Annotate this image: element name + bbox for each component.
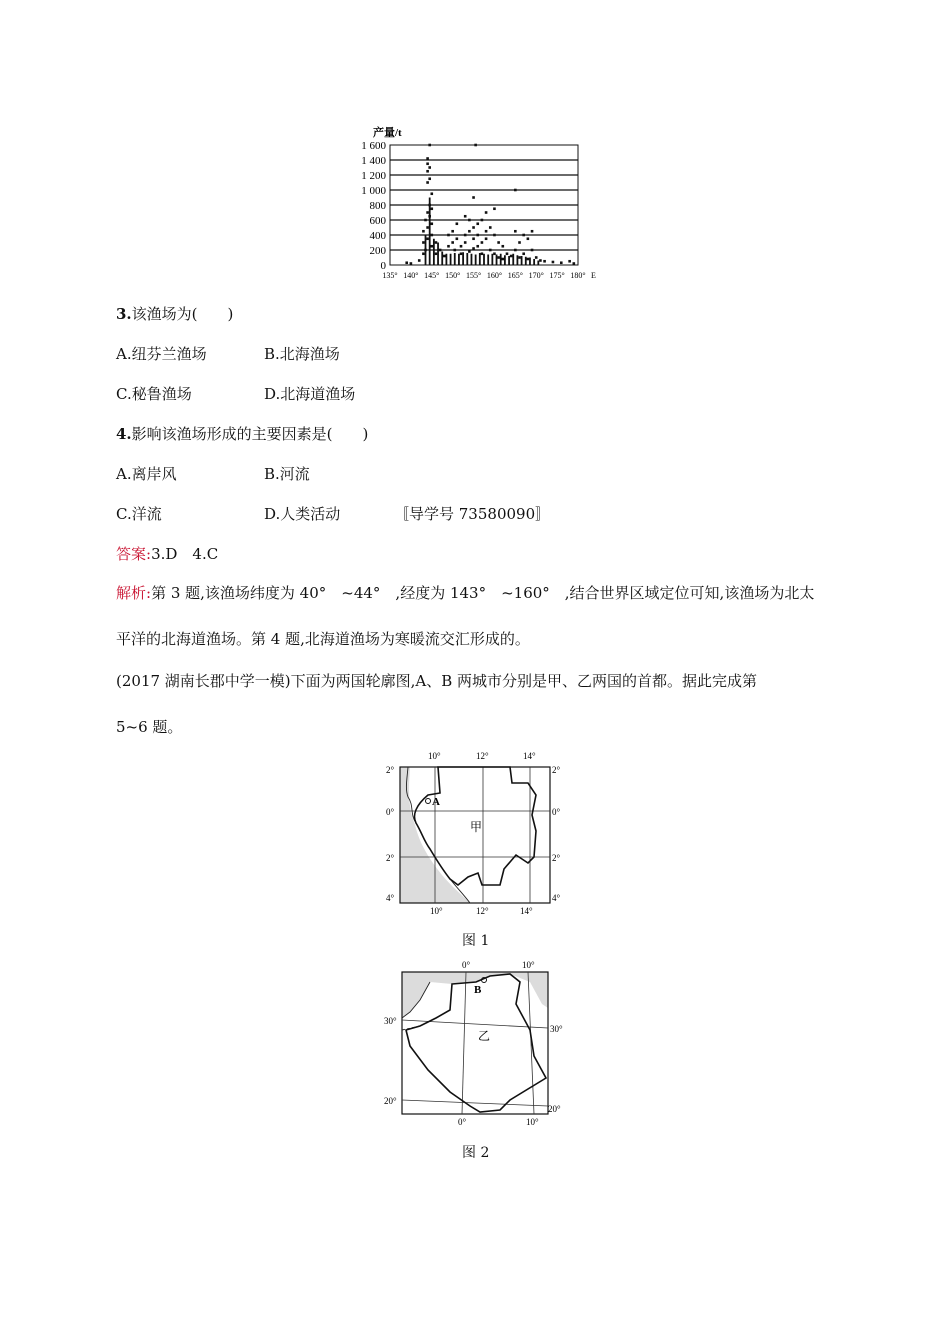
analysis-line-2: 平洋的北海道渔场。第 4 题,北海道渔场为寒暖流交汇形成的。 [116,630,530,648]
chart-point [531,249,534,252]
map-2-country-label: 乙 [478,1029,491,1043]
chart-point [568,260,571,263]
chart-point [539,259,542,262]
chart-point [497,256,500,259]
map-2-lon-label-top-0: 0° [462,960,471,970]
chart-point [476,222,479,225]
answer-line [116,543,218,564]
q4-option-c: C.洋流 [116,505,162,523]
analysis-label: 解析: [116,584,152,602]
chart-point [468,250,471,253]
chart-point [522,252,525,255]
chart-point [464,234,467,237]
chart-point [428,215,431,218]
map-1-lat-label-left-2n: 2° [386,765,395,775]
chart-point [502,258,505,261]
chart-point [451,230,454,233]
chart-point [410,262,413,265]
chart-point [405,261,408,264]
answer-label: 答案: [116,545,152,563]
chart-point [428,144,431,147]
chart-point [560,261,563,264]
chart-point [418,259,421,262]
chart-point [510,255,513,258]
map-1-lat-label-left-0: 0° [386,807,395,817]
chart-point [527,237,530,240]
chart-point [430,245,433,248]
chart-point [531,230,534,233]
chart-point [439,249,442,252]
chart-point [428,204,431,207]
chart-point [430,234,433,237]
chart-point [422,252,425,255]
chart-point [493,207,496,210]
chart-bar [454,253,456,265]
chart-xunit: E [591,271,596,280]
chart-x-tick-label: 180° [570,271,586,280]
chart-point [481,252,484,255]
chart-point [464,215,467,218]
chart-y-tick-label: 600 [369,215,386,227]
map-2-caption: 图 2 [462,1145,490,1161]
map-2-country-yi [380,960,570,1130]
chart-x-tick-label: 155° [465,271,482,280]
q4-option-b: B.河流 [264,465,310,483]
chart-point [497,241,500,244]
chart-point [468,230,471,233]
map-1-lon-label-bottom-12: 12° [476,906,489,915]
chart-point [472,237,475,240]
chart-point [426,211,429,214]
chart-point [451,241,454,244]
chart-point [422,241,425,244]
analysis-line-1 [116,582,814,603]
chart-point [476,234,479,237]
chart-point [468,219,471,222]
map-2-lat-label-right-30: 30° [550,1024,563,1034]
intro-line-2: 5~6 题。 [116,718,183,736]
chart-y-tick-label: 400 [369,230,386,242]
map-1-lat-label-right-4s: 4° [552,893,561,903]
q4-option-a: A.离岸风 [116,465,177,483]
chart-bar [500,254,502,265]
chart-point [447,245,450,248]
chart-x-tick-label: 170° [528,271,544,280]
chart-bar [471,254,473,265]
map-2-lon-label-bottom-10: 10° [526,1117,539,1127]
chart-bar [529,258,531,266]
chart-bar [466,253,468,265]
chart-point [535,256,538,259]
chart-point [426,170,429,173]
chart-point [447,234,450,237]
chart-bar [496,255,498,266]
map-1-lon-label-bottom-10: 10° [430,906,443,915]
chart-x-tick-label: 175° [549,271,565,280]
chart-point [430,207,433,210]
chart-x-tick-label: 140° [403,271,419,280]
map-2-lon-label-top-10: 10° [522,960,535,970]
chart-bar [508,256,510,265]
chart-point [518,241,521,244]
chart-point [435,241,438,244]
chart-point [514,230,517,233]
chart-point [481,219,484,222]
map-1-lon-label-top-14: 14° [523,751,536,761]
chart-point [514,189,517,192]
chart-point [493,234,496,237]
chart-point [456,222,459,225]
chart-point [428,177,431,180]
chart-ylabel: 产量/t [373,127,402,139]
chart-point [453,249,456,252]
chart-point [460,245,463,248]
answer-text: 3.D 4.C [151,545,219,563]
question-4 [116,423,368,444]
chart-bar [533,259,535,265]
chart-x-tick-label: 150° [445,271,461,280]
map-2-lat-label-right-20: 20° [548,1104,561,1114]
chart-point [552,261,555,264]
chart-bar [433,239,435,265]
chart-point [472,196,475,199]
map-1-country-label: 甲 [470,820,483,834]
chart-point [426,162,429,165]
chart-bar [487,255,489,266]
chart-x-tick-label: 165° [507,271,523,280]
chart-x-tick-label: 160° [486,271,503,280]
chart-point [527,258,530,261]
map-2-city-b-label: B [474,984,482,996]
chart-bar [521,256,523,265]
map-1-city-a-marker [426,799,431,804]
chart-point [430,222,433,225]
chart-point [502,245,505,248]
chart-bar [483,254,485,265]
chart-x-tick-label: 135° [382,271,398,280]
map-1-country-jia [380,745,570,915]
chart-point [426,157,429,160]
chart-point [518,256,521,259]
chart-point [514,249,517,252]
chart-bar [429,198,431,266]
chart-bar [437,243,439,266]
question-3-stem: 该渔场为( ) [131,305,234,323]
chart-point [456,237,459,240]
chart-point [424,249,427,252]
map-1-lat-label-right-2n: 2° [552,765,561,775]
map-1-lat-label-left-4s: 4° [386,893,395,903]
chart-y-tick-label: 1 200 [361,170,386,182]
chart-y-tick-label: 1 000 [361,185,386,197]
chart-point [430,192,433,195]
map-1-lon-label-top-10: 10° [428,751,441,761]
q3-option-a: A.纽芬兰渔场 [116,345,207,363]
chart-point [422,230,425,233]
chart-point [522,234,525,237]
question-4-number: 4. [116,425,132,443]
map-1-lon-label-top-12: 12° [476,751,489,761]
map-1-lat-label-right-2s: 2° [552,853,561,863]
map-1-caption: 图 1 [462,933,490,949]
chart-bar [441,252,443,266]
chart-point [426,226,429,229]
chart-point [543,260,546,263]
q3-option-b: B.北海渔场 [264,345,340,363]
chart-point [428,166,431,169]
analysis-text-1: 第 3 题,该渔场纬度为 40° ~44° ,经度为 143° ~160° ,结合世界区域定位可知,该渔场为北太 [151,584,815,602]
chart-y-tick-label: 1 400 [361,155,386,167]
chart-point [481,241,484,244]
q3-option-d: D.北海道渔场 [264,385,356,403]
chart-bar [525,257,527,265]
map-1-lon-label-bottom-14: 14° [520,906,533,915]
chart-point [464,241,467,244]
chart-y-tick-label: 200 [369,245,386,257]
chart-point [472,226,475,229]
chart-y-tick-label: 0 [380,260,386,272]
chart-point [573,262,576,265]
chart-point [485,211,488,214]
chart-bar [512,254,514,265]
intro-line-1: (2017 湖南长郡中学一模)下面为两国轮廓图,A、B 两城市分别是甲、乙两国的首都。据此完成第 [116,672,758,690]
fish-production-chart [345,118,615,290]
question-4-stem: 影响该渔场形成的主要因素是( ) [131,425,369,443]
question-3 [116,303,233,324]
chart-point [474,144,477,147]
chart-point [489,249,492,252]
chart-point [426,237,429,240]
chart-point [435,252,438,255]
chart-point [426,181,429,184]
chart-bar [479,253,481,265]
chart-bar [450,254,452,265]
map-2-lon-label-bottom-0: 0° [458,1117,467,1127]
chart-point [485,237,488,240]
chart-bar [475,255,477,266]
chart-bar [446,254,448,265]
chart-y-tick-label: 800 [369,200,386,212]
chart-point [424,219,427,222]
q3-option-c: C.秘鲁渔场 [116,385,192,403]
chart-y-tick-label: 1 600 [361,140,386,152]
chart-point [485,230,488,233]
chart-bar [537,261,539,266]
chart-point [460,252,463,255]
map-1-city-a-label: A [432,796,440,808]
chart-bar [491,254,493,265]
chart-bar [462,252,464,265]
chart-point [493,252,496,255]
question-3-number: 3. [116,305,132,323]
q4-option-d: D.人类活动 [264,505,341,523]
map-2-lat-label-left-30: 30° [384,1016,397,1026]
chart-point [472,247,475,250]
chart-point [476,245,479,248]
chart-point [506,252,509,255]
chart-bar [504,255,506,265]
map-2-lat-label-left-20: 20° [384,1096,397,1106]
chart-x-tick-label: 145° [424,271,440,280]
chart-bar [458,254,460,265]
q4-reference-number: 〚导学号 73580090〛 [394,505,551,523]
map-1-lat-label-right-0: 0° [552,807,561,817]
map-1-lat-label-left-2s: 2° [386,853,395,863]
chart-bar [517,255,519,265]
chart-point [489,226,492,229]
chart-point [443,255,446,258]
